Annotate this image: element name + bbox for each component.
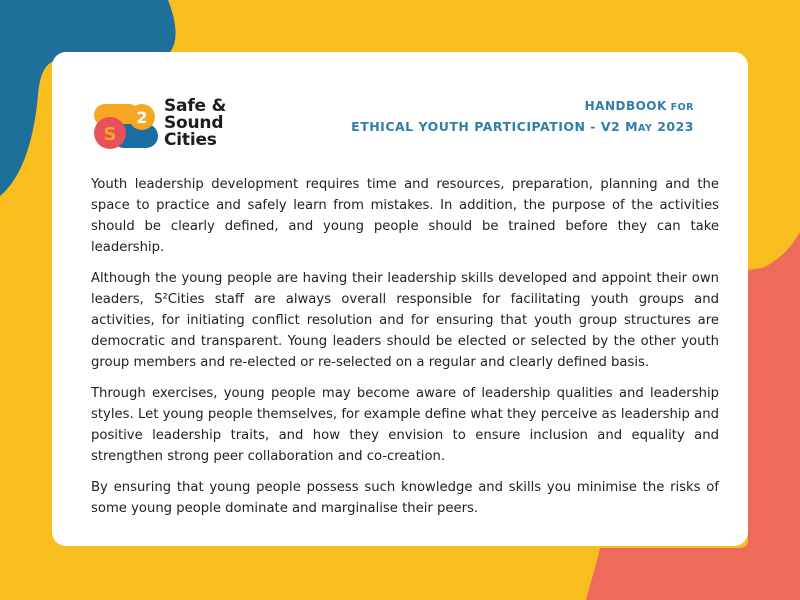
- logo-line-2: Sound: [164, 113, 224, 133]
- handbook-subtitle: ETHICAL YOUTH PARTICIPATION - V2 M: [351, 119, 639, 134]
- body-text: [91, 174, 719, 529]
- handbook-for: FOR: [666, 102, 694, 113]
- handbook-year: 2023: [652, 119, 694, 134]
- handbook-word: HANDBOOK: [584, 99, 667, 113]
- paragraph-4: By ensuring that young people possess such knowledge and skills you minimise the risks of some young people dominate and marginalise their peers.: [91, 480, 719, 516]
- badge-letter: S: [103, 124, 117, 145]
- logo-line-3: Cities: [164, 130, 217, 150]
- content-card: [52, 52, 748, 546]
- handbook-month-rest: AY: [638, 123, 653, 134]
- paragraph-1: Youth leadership development requires time and resources, preparation, planning and the space to practice and safely learn from mistakes. In addition, the purpose of the activities should be clearly defined, and young people should be trained before they can take leadership.: [91, 177, 719, 255]
- handbook-title-line-1: [351, 98, 694, 116]
- s2-badge-icon: [92, 100, 160, 152]
- logo-wordmark: [164, 98, 226, 149]
- safe-sound-cities-logo: [92, 98, 242, 154]
- logo-line-1: Safe &: [164, 96, 227, 116]
- handbook-title: [351, 98, 694, 137]
- badge-number: 2: [136, 108, 148, 127]
- paragraph-2: Although the young people are having their leadership skills developed and appoint their own leaders, S²Cities staff are always overall responsible for facilitating youth groups and activities, for initiating conflict resolution and for ensuring that youth group structures are democratic and transparent. Young leaders should be elected or selected by the other youth group members and re-elected or re-selected on a regular and clearly defined basis.: [91, 271, 719, 370]
- paragraph-3: Through exercises, young people may become aware of leadership qualities and leadership styles. Let young people themselves, for example define what they perceive as leadership and positive leadership traits, and how they envision to ensure inclusion and equality and strengthen strong peer collaboration and co-creation.: [91, 386, 719, 464]
- handbook-title-line-2: [351, 119, 694, 137]
